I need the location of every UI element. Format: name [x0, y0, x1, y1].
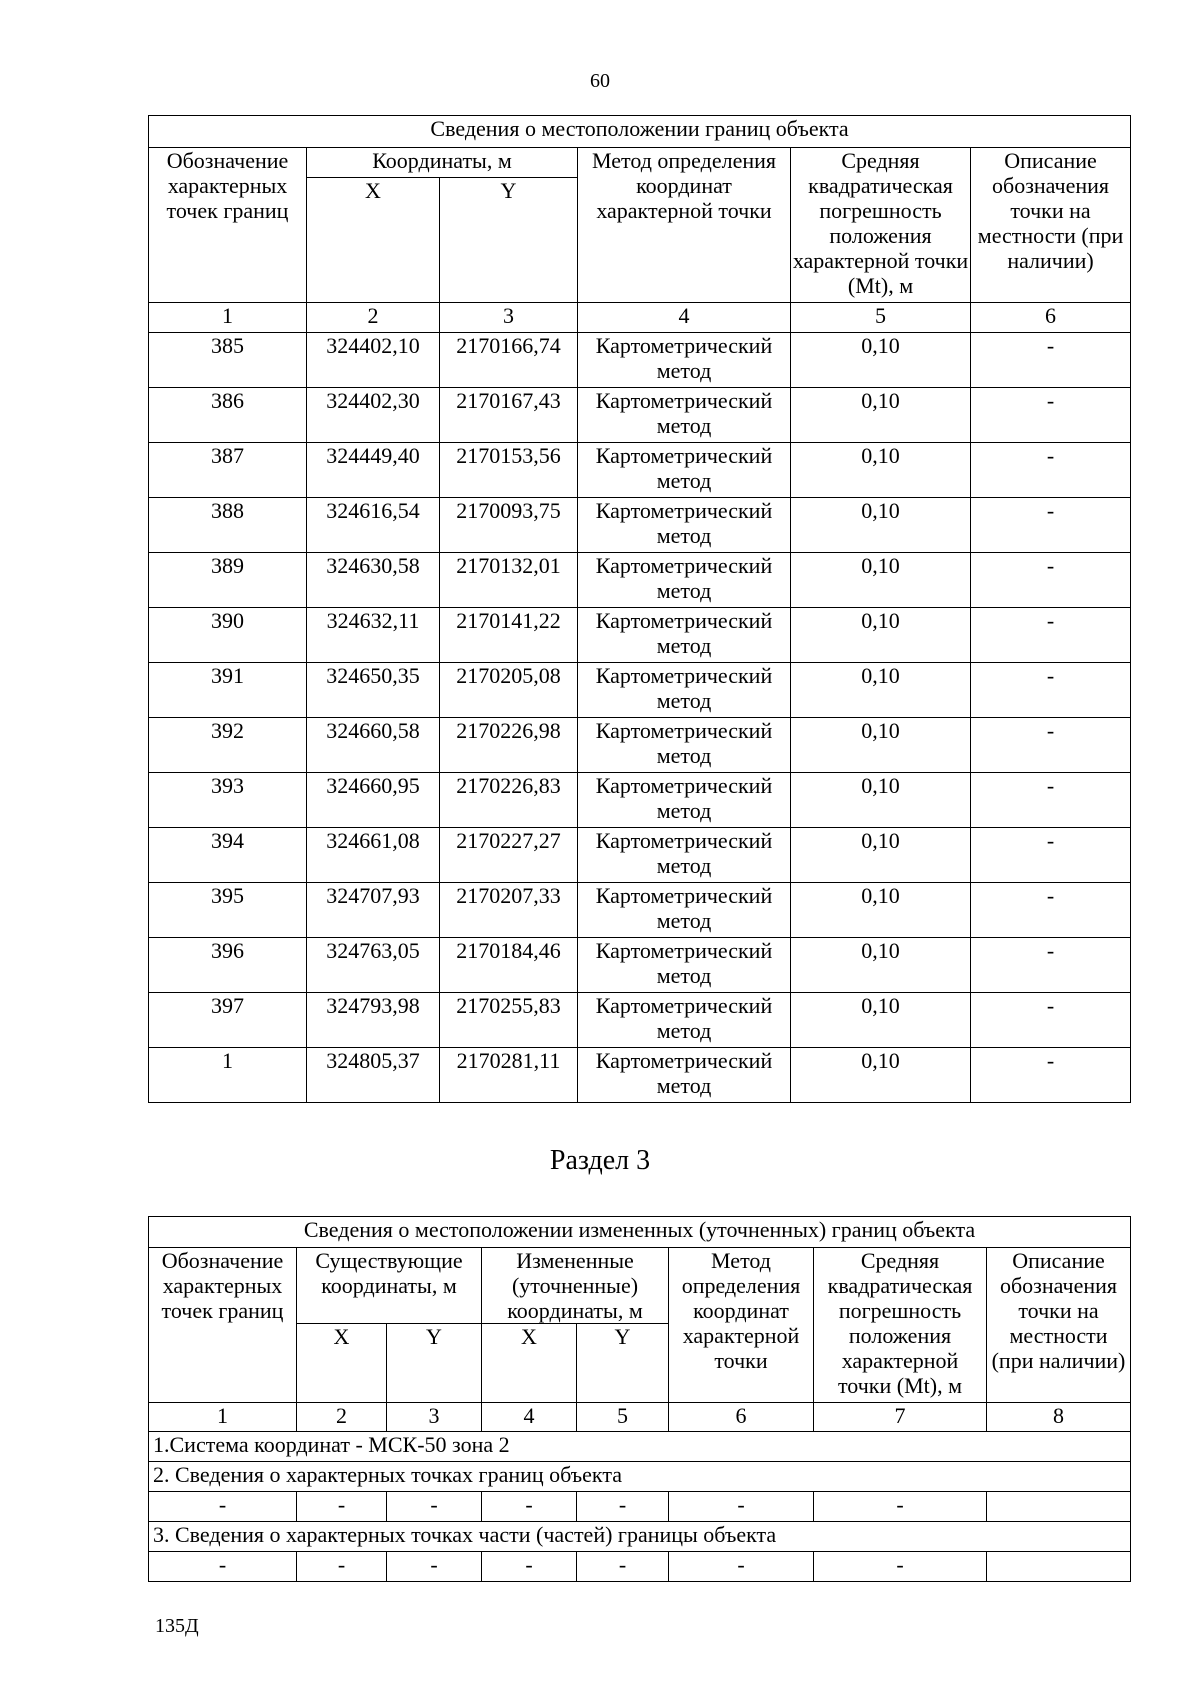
section-title: Раздел 3	[549, 1145, 651, 1176]
table-cell	[987, 1552, 1131, 1582]
cell-description: -	[971, 773, 1131, 828]
cell-method: Картометрический метод	[578, 938, 791, 993]
cell-x: 324660,95	[307, 773, 440, 828]
header-method: Метод определения координат характерной точки	[669, 1248, 814, 1403]
cell-method: Картометрический метод	[578, 553, 791, 608]
table-row	[149, 773, 1131, 828]
header-accuracy: Средняя квадратическая погрешность положения характерной точки (Mt), м	[791, 148, 971, 303]
cell-y: 2170166,74	[440, 333, 578, 388]
cell-method: Картометрический метод	[578, 828, 791, 883]
cell-accuracy: 0,10	[791, 938, 971, 993]
column-number: 4	[482, 1403, 577, 1432]
table-cell: -	[669, 1492, 814, 1522]
cell-method: Картометрический метод	[578, 718, 791, 773]
cell-method: Картометрический метод	[578, 773, 791, 828]
cell-accuracy: 0,10	[791, 828, 971, 883]
cell-x: 324632,11	[307, 608, 440, 663]
table-caption: Сведения о местоположении измененных (уточненных) границ объекта	[149, 1217, 1131, 1248]
table-row	[149, 388, 1131, 443]
cell-x: 324449,40	[307, 443, 440, 498]
cell-description: -	[971, 883, 1131, 938]
cell-x: 324660,58	[307, 718, 440, 773]
cell-x: 324616,54	[307, 498, 440, 553]
cell-method: Картометрический метод	[578, 333, 791, 388]
table-row	[149, 608, 1131, 663]
table-cell	[987, 1492, 1131, 1522]
column-number: 2	[297, 1403, 387, 1432]
changed-boundaries-table	[148, 1216, 1131, 1582]
cell-y: 2170207,33	[440, 883, 578, 938]
table-cell: -	[577, 1492, 669, 1522]
boundary-points-line: 2. Сведения о характерных точках границ объекта	[149, 1462, 1131, 1492]
header-method: Метод определения координат характерной точки	[578, 148, 791, 303]
cell-point-number: 391	[149, 663, 307, 718]
cell-point-number: 397	[149, 993, 307, 1048]
cell-method: Картометрический метод	[578, 1048, 791, 1103]
cell-description: -	[971, 608, 1131, 663]
header-existing-coordinates: Существующие координаты, м	[297, 1248, 482, 1324]
cell-description: -	[971, 938, 1131, 993]
cell-y: 2170184,46	[440, 938, 578, 993]
table-cell: -	[482, 1492, 577, 1522]
cell-method: Картометрический метод	[578, 883, 791, 938]
cell-point-number: 390	[149, 608, 307, 663]
cell-accuracy: 0,10	[791, 993, 971, 1048]
column-number: 1	[149, 303, 307, 333]
table-row	[149, 443, 1131, 498]
header-x: X	[482, 1324, 577, 1403]
cell-point-number: 387	[149, 443, 307, 498]
cell-y: 2170153,56	[440, 443, 578, 498]
cell-method: Картометрический метод	[578, 993, 791, 1048]
cell-y: 2170132,01	[440, 553, 578, 608]
page-number: 60	[590, 70, 610, 92]
part-boundary-points-line: 3. Сведения о характерных точках части (частей) границы объекта	[149, 1522, 1131, 1552]
header-coordinates: Координаты, м	[307, 148, 578, 178]
cell-description: -	[971, 498, 1131, 553]
column-number: 6	[971, 303, 1131, 333]
column-number: 1	[149, 1403, 297, 1432]
cell-y: 2170227,27	[440, 828, 578, 883]
cell-y: 2170205,08	[440, 663, 578, 718]
cell-accuracy: 0,10	[791, 553, 971, 608]
column-number: 4	[578, 303, 791, 333]
cell-x: 324402,10	[307, 333, 440, 388]
footer-code: 135Д	[155, 1615, 199, 1637]
table-cell: -	[149, 1492, 297, 1522]
boundary-points-table	[148, 115, 1131, 1103]
table-cell: -	[577, 1552, 669, 1582]
cell-x: 324661,08	[307, 828, 440, 883]
cell-point-number: 394	[149, 828, 307, 883]
table-cell: -	[482, 1552, 577, 1582]
table-row	[149, 938, 1131, 993]
table-cell: -	[814, 1492, 987, 1522]
cell-point-number: 388	[149, 498, 307, 553]
column-number: 7	[814, 1403, 987, 1432]
cell-y: 2170226,83	[440, 773, 578, 828]
cell-x: 324650,35	[307, 663, 440, 718]
cell-point-number: 386	[149, 388, 307, 443]
table-cell: -	[149, 1552, 297, 1582]
cell-accuracy: 0,10	[791, 498, 971, 553]
coordinate-system-line: 1.Система координат - МСК-50 зона 2	[149, 1432, 1131, 1462]
cell-x: 324793,98	[307, 993, 440, 1048]
header-description: Описание обозначения точки на местности (при наличии)	[971, 148, 1131, 303]
cell-method: Картометрический метод	[578, 608, 791, 663]
cell-description: -	[971, 718, 1131, 773]
cell-point-number: 389	[149, 553, 307, 608]
cell-description: -	[971, 388, 1131, 443]
header-y: Y	[440, 178, 578, 303]
cell-accuracy: 0,10	[791, 388, 971, 443]
table-row	[149, 883, 1131, 938]
cell-accuracy: 0,10	[791, 663, 971, 718]
header-point-designation: Обозначение характерных точек границ	[149, 1248, 297, 1403]
table-row	[149, 553, 1131, 608]
column-number: 6	[669, 1403, 814, 1432]
cell-accuracy: 0,10	[791, 883, 971, 938]
cell-x: 324707,93	[307, 883, 440, 938]
cell-method: Картометрический метод	[578, 443, 791, 498]
cell-accuracy: 0,10	[791, 718, 971, 773]
cell-accuracy: 0,10	[791, 333, 971, 388]
cell-point-number: 393	[149, 773, 307, 828]
cell-x: 324763,05	[307, 938, 440, 993]
header-point-designation: Обозначение характерных точек границ	[149, 148, 307, 303]
header-changed-coordinates: Измененные (уточненные) координаты, м	[482, 1248, 669, 1324]
cell-point-number: 396	[149, 938, 307, 993]
column-number: 5	[791, 303, 971, 333]
cell-method: Картометрический метод	[578, 498, 791, 553]
table-row	[149, 1048, 1131, 1103]
table-row	[149, 718, 1131, 773]
cell-point-number: 385	[149, 333, 307, 388]
header-x: X	[297, 1324, 387, 1403]
table-cell: -	[387, 1552, 482, 1582]
table-cell: -	[297, 1492, 387, 1522]
cell-x: 324402,30	[307, 388, 440, 443]
cell-accuracy: 0,10	[791, 1048, 971, 1103]
cell-method: Картометрический метод	[578, 388, 791, 443]
cell-point-number: 395	[149, 883, 307, 938]
column-number: 3	[440, 303, 578, 333]
cell-y: 2170167,43	[440, 388, 578, 443]
table-caption: Сведения о местоположении границ объекта	[149, 116, 1131, 148]
cell-accuracy: 0,10	[791, 773, 971, 828]
table-row	[149, 333, 1131, 388]
table-cell: -	[814, 1552, 987, 1582]
cell-accuracy: 0,10	[791, 608, 971, 663]
cell-y: 2170281,11	[440, 1048, 578, 1103]
header-accuracy: Средняя квадратическая погрешность положения характерной точки (Mt), м	[814, 1248, 987, 1403]
cell-y: 2170093,75	[440, 498, 578, 553]
cell-description: -	[971, 1048, 1131, 1103]
cell-description: -	[971, 663, 1131, 718]
table-row	[149, 828, 1131, 883]
cell-description: -	[971, 443, 1131, 498]
table-row	[149, 498, 1131, 553]
header-x: X	[307, 178, 440, 303]
table-cell: -	[387, 1492, 482, 1522]
cell-accuracy: 0,10	[791, 443, 971, 498]
table-row	[149, 663, 1131, 718]
cell-description: -	[971, 333, 1131, 388]
column-number: 2	[307, 303, 440, 333]
column-number: 3	[387, 1403, 482, 1432]
cell-x: 324805,37	[307, 1048, 440, 1103]
table-cell: -	[669, 1552, 814, 1582]
cell-description: -	[971, 993, 1131, 1048]
cell-y: 2170226,98	[440, 718, 578, 773]
cell-method: Картометрический метод	[578, 663, 791, 718]
table-row	[149, 993, 1131, 1048]
cell-description: -	[971, 828, 1131, 883]
header-y: Y	[387, 1324, 482, 1403]
table-cell: -	[297, 1552, 387, 1582]
cell-point-number: 392	[149, 718, 307, 773]
column-number: 8	[987, 1403, 1131, 1432]
column-number: 5	[577, 1403, 669, 1432]
header-description: Описание обозначения точки на местности (при наличии)	[987, 1248, 1131, 1403]
cell-y: 2170141,22	[440, 608, 578, 663]
cell-x: 324630,58	[307, 553, 440, 608]
cell-point-number: 1	[149, 1048, 307, 1103]
header-y: Y	[577, 1324, 669, 1403]
cell-y: 2170255,83	[440, 993, 578, 1048]
cell-description: -	[971, 553, 1131, 608]
